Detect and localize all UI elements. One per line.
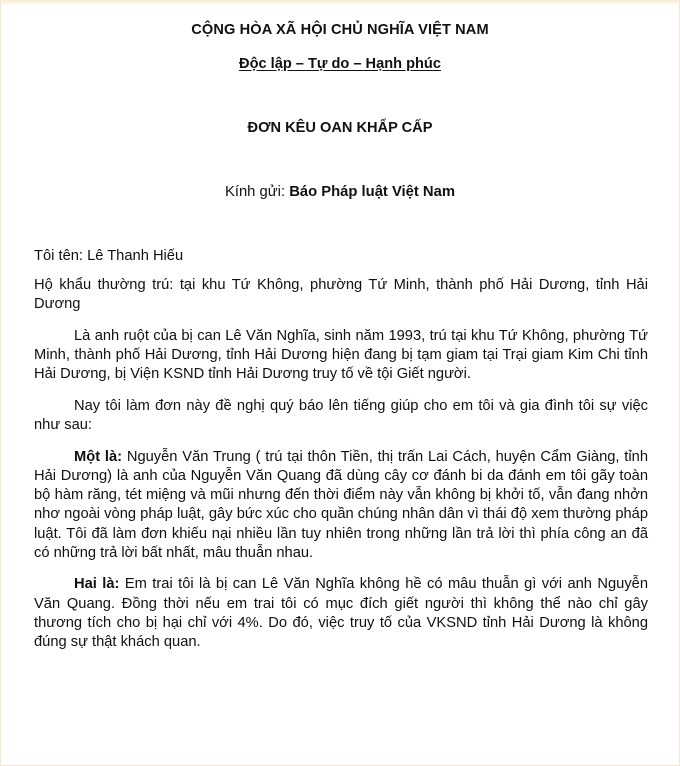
point-two-paragraph [34,575,648,652]
document-body [34,247,648,665]
national-motto: Độc lập – Tự do – Hạnh phúc [239,56,441,72]
national-header: CỘNG HÒA XÃ HỘI CHỦ NGHĨA VIỆT NAM [191,22,489,38]
relation-paragraph: Là anh ruột của bị can Lê Văn Nghĩa, sinh năm 1993, trú tại khu Tứ Không, phường Tứ Minh, thành phố Hải Dương, tỉnh Hải Dương hiện đang bị tạm giam tại Trại giam Kim Chi tỉnh Hải Dương, bị Viện KSND tỉnh Hải Dương truy tố về tội Giết người. [34,328,648,383]
residence-line: Hộ khẩu thường trú: tại khu Tứ Không, phường Tứ Minh, thành phố Hải Dương, tỉnh Hải Dương [34,277,648,313]
page-top-edge [0,0,680,6]
point-one-text: Nguyễn Văn Trung ( trú tại thôn Tiền, thị trấn Lai Cách, huyện Cẩm Giàng, tỉnh Hải Dương) là anh của Nguyễn Văn Quang đã dùng cây cơ đánh bi da đánh em tôi gãy toàn bộ hàm răng, tét miệng và mũi nhưng đến thời điểm này vẫn không bị khởi tố, vẫn đang nhởn nhơ ngoài vòng pháp luật, gây bức xúc cho quần chúng nhân dân vì thái độ xem thường pháp luật. Tôi đã làm đơn khiếu nại nhiều lần tuy nhiên trong những lần trả lời thì phía công an đã có những trả lời bất nhất, mâu thuẫn nhau. [34,448,648,561]
document-title: ĐƠN KÊU OAN KHẨP CẤP [247,120,433,136]
addressee-name: Báo Pháp luật Việt Nam [289,184,456,200]
addressee-line [0,184,680,200]
point-one-label: Một là: [74,448,123,465]
point-one-paragraph [34,448,648,563]
point-two-label: Hai là: [74,576,120,593]
name-line: Tôi tên: Lê Thanh Hiếu [34,248,184,264]
addressee-prefix: Kính gửi: [224,184,286,200]
point-two-text: Em trai tôi là bị can Lê Văn Nghĩa không hề có mâu thuẫn gì với anh Nguyễn Văn Quang. Đồng thời nếu em trai tôi có mục đích giết người thì không thể nào chỉ gây thương tích cho bị hại chỉ với 4%. Do đó, việc truy tố của VKSND tỉnh Hải Dương là không đúng sự thật khách quan. [34,576,648,651]
request-paragraph: Nay tôi làm đơn này đề nghị quý báo lên tiếng giúp cho em tôi và gia đình tôi sự việc như sau: [34,398,648,434]
